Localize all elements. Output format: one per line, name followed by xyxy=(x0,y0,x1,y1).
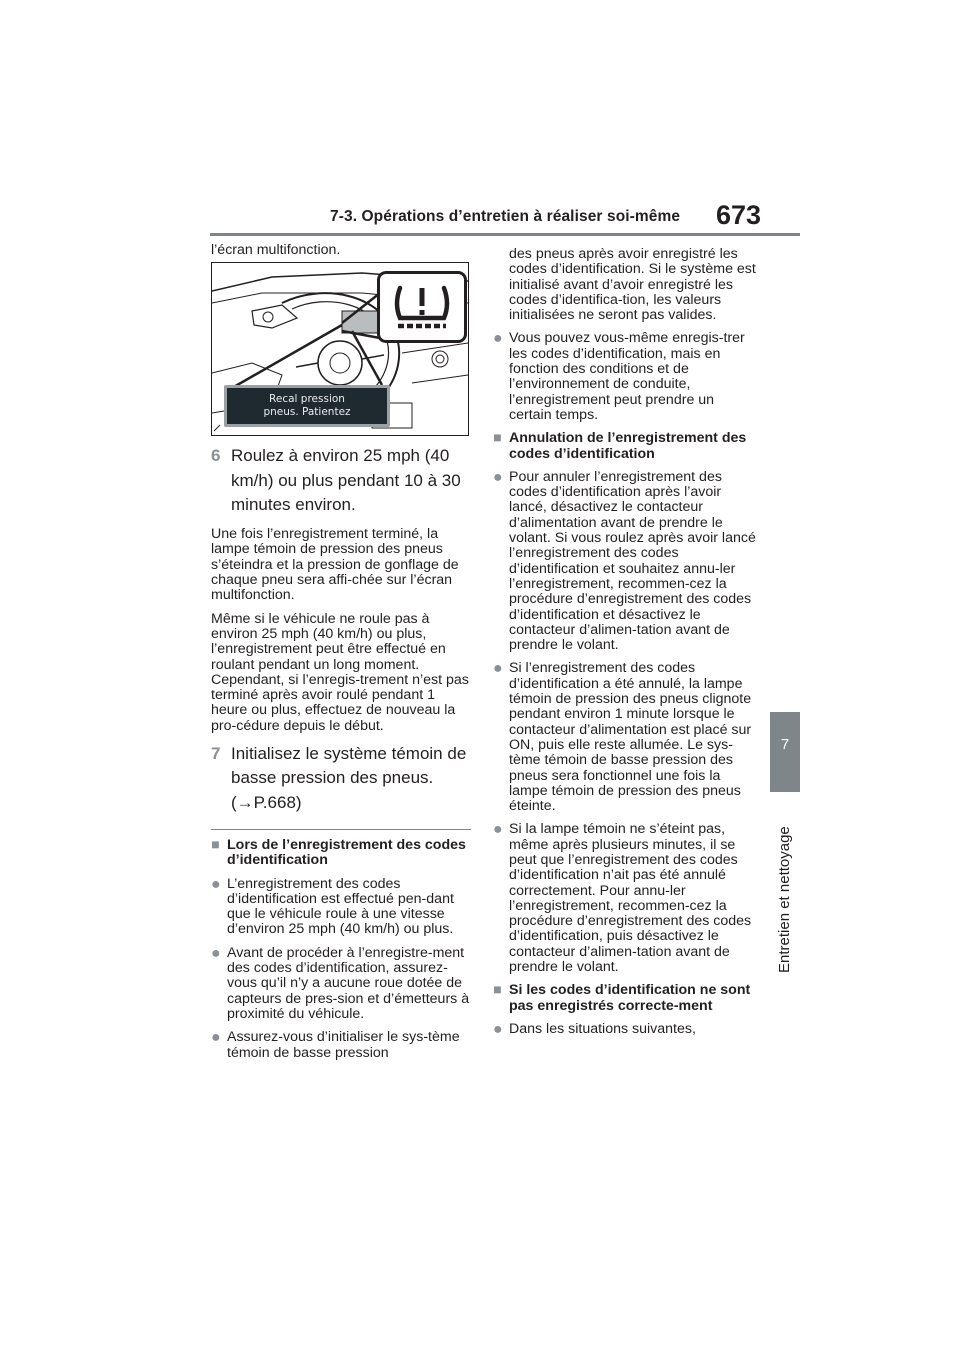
section-heading-text: Si les codes d’identification ne sont pas enregistrés correcte-ment xyxy=(509,982,751,1014)
section-heading-not-registered xyxy=(493,983,758,1014)
step-6-number: 6 xyxy=(211,446,221,466)
header-rule xyxy=(210,233,800,236)
section-heading-cancel xyxy=(493,431,758,462)
bullet-text: Pour annuler l’enregistrement des codes d’identification après l’avoir lancé, désactivez le contacteur d’alimentation avant de prendre le volant. Si vous roulez après avoir lancé l’enregistrement des codes d’identification et souhaitez annu-ler l’enregistrement, recommen-cez la procédure d’enregistrement des codes d’identification et désactivez le contacteur d’alimen-tation avant de prendre le volant. xyxy=(509,468,756,654)
step-7-text: Initialisez le système témoin de basse pression des pneus. (→P.668) xyxy=(231,744,467,812)
list-item xyxy=(493,661,758,814)
right-column xyxy=(493,247,758,1037)
step-6 xyxy=(211,444,471,517)
step-6-text: Roulez à environ 25 mph (40 km/h) ou plus pendant 10 à 30 minutes environ. xyxy=(231,446,461,514)
bullet-text: L’enregistrement des codes d’identification est effectué pen-dant que le véhicule roule à une vitesse d’environ 25 mph (40 km/h) ou plus. xyxy=(227,875,454,938)
bullet-marker: ● xyxy=(493,468,503,486)
step-7-number: 7 xyxy=(211,744,221,764)
section-heading-registration xyxy=(211,838,471,869)
display-line-1: Recal pression xyxy=(269,393,345,406)
bullet-marker: ● xyxy=(493,821,503,839)
bullet-text: Avant de procéder à l’enregistre-ment des codes d’identification, assurez-vous qu’il n’y a aucune roue dotée de capteurs de pres-sion et d’émetteurs à proximité du véhicule. xyxy=(227,944,470,1022)
tire-pressure-warning-icon xyxy=(380,274,464,340)
paragraph-low-speed: Même si le véhicule ne roule pas à environ 25 mph (40 km/h) ou plus, l’enregistrement peut être effectué en roulant pendant un long moment. Cependant, si l’enregis-trement n’est pas terminé après avoir roulé pendant 1 heure ou plus, effectuez de nouveau la pro-cédure depuis le début. xyxy=(211,610,469,734)
list-item xyxy=(493,331,758,423)
section-heading-text: Annulation de l’enregistrement des codes d’identification xyxy=(509,430,747,462)
paragraph-registration-complete: Une fois l’enregistrement terminé, la lampe témoin de pression des pneus s’éteindra et la pression de gonflage de chaque pneu sera affi-chée sur l’écran multifonction. xyxy=(211,526,459,604)
bullet-marker: ● xyxy=(211,944,221,962)
list-item xyxy=(211,877,471,938)
display-line-2: pneus. Patientez xyxy=(263,406,351,419)
bullet-text: Si la lampe témoin ne s’éteint pas, même après plusieurs minutes, il se peut que l’enregistrement des codes d’identification n’ait pas été annulé correctement. Pour annu-ler l’enregistrement, recommen-cez la procédure d’enregistrement des codes d’identification, puis désactivez le contacteur d’alimen-tation avant de prendre le volant. xyxy=(509,821,752,976)
chapter-tab-label: Entretien et nettoyage xyxy=(776,826,793,973)
list-item xyxy=(493,822,758,975)
dashboard-illustration xyxy=(211,262,469,436)
heading-square-marker: ■ xyxy=(493,982,502,999)
page-header-title: 7-3. Opérations d’entretien à réaliser soi-même xyxy=(330,208,681,225)
bullet-marker: ● xyxy=(493,1020,503,1038)
chapter-tab-number: 7 xyxy=(780,736,790,753)
list-item xyxy=(211,1030,471,1061)
bullet-text: Dans les situations suivantes, xyxy=(509,1020,696,1037)
heading-square-marker: ■ xyxy=(493,430,502,447)
bullet-marker: ● xyxy=(211,1029,221,1047)
continuation-text: des pneus après avoir enregistré les codes d’identification. Si le système est initialisé avant d’avoir enregistré les codes d’identifica-tion, les valeurs initialisées ne seront pas valides. xyxy=(509,246,756,324)
bullet-marker: ● xyxy=(211,875,221,893)
section-divider xyxy=(211,829,471,830)
tpms-warning-callout xyxy=(377,271,467,343)
bullet-text: Si l’enregistrement des codes d’identification a été annulé, la lampe témoin de pression des pneus clignote pendant environ 1 minute lorsque le contacteur d’alimentation est placé sur ON, puis elle reste allumée. Le sys-tème témoin de basse pression des pneus sera fonctionnel une fois la lampe témoin de pression des pneus éteinte. xyxy=(509,660,752,815)
left-column xyxy=(211,243,471,1061)
step-7 xyxy=(211,742,471,815)
heading-square-marker: ■ xyxy=(211,836,220,853)
bullet-text: Vous pouvez vous-même enregis-trer les codes d’identification, mais en fonction des conditions et de l’environnement de conduite, l’enregistrement peut prendre un certain temps. xyxy=(509,330,745,423)
bullet-text: Assurez-vous d’initialiser le sys-tème témoin de basse pression xyxy=(227,1029,460,1061)
bullet-marker: ● xyxy=(493,330,503,348)
section-heading-text: Lors de l’enregistrement des codes d’identification xyxy=(227,836,466,869)
list-item xyxy=(211,946,471,1022)
list-item xyxy=(493,470,758,654)
intro-text: l’écran multifonction. xyxy=(211,242,341,258)
bullet-marker: ● xyxy=(493,660,503,678)
multi-info-display xyxy=(224,385,390,427)
list-item xyxy=(493,1022,758,1037)
page-number: 673 xyxy=(716,200,762,230)
